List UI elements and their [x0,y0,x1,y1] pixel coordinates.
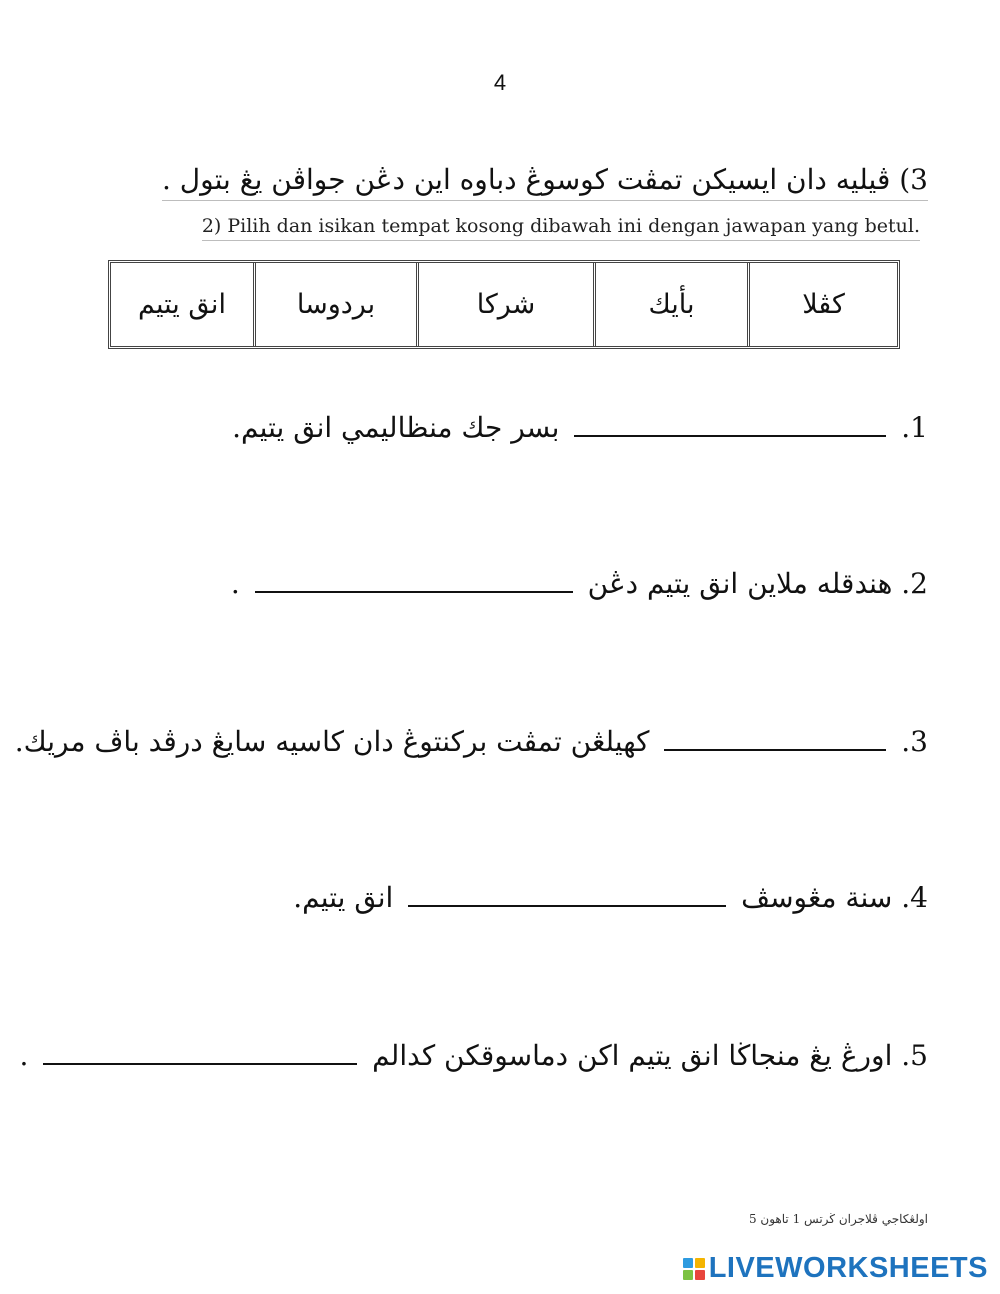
answer-option-1[interactable]: كڤلا [747,263,897,346]
question-2-text-before: هندقله ملاين انق يتيم دڠن [587,567,893,600]
answer-option-4[interactable]: بردوسا [253,263,416,346]
question-4-text-after: انق يتيم. [293,881,394,914]
logo-tile-blue [683,1258,693,1268]
question-3 [15,720,928,764]
question-3-blank[interactable] [664,723,886,751]
answer-options-table [108,260,900,349]
logo-tile-red [695,1270,705,1280]
answer-option-2[interactable]: بأيك [593,263,747,346]
page-number: 4 [493,70,507,95]
answer-option-5[interactable]: انق يتيم [138,289,226,320]
question-2-blank[interactable] [255,565,573,593]
question-2-text-after: . [230,567,240,600]
question-1 [232,406,928,450]
logo-tile-yellow [695,1258,705,1268]
instruction-rumi: 2) Pilih dan isikan tempat kosong dibawah ini dengan jawapan yang betul. [202,212,920,241]
liveworksheets-wordmark: LIVEWORKSHEETS [708,1252,988,1284]
question-4-blank[interactable] [408,879,726,907]
question-2-number: 2. [901,567,928,600]
question-3-text-after: كهيلڠن تمڤت بركنتوڠ دان كاسيه سايڠ درڤد باڤ مريك. [14,725,650,758]
question-4-text-before: سنة مڠوسڤ [741,881,893,914]
liveworksheets-brand [683,1252,988,1285]
logo-tile-green [683,1270,693,1280]
question-4 [293,876,928,920]
question-1-number: 1. [901,411,928,444]
question-5 [19,1034,928,1078]
instruction-jawi: 3) ڤيليه دان ايسيکن تمڤت کوسوڠ دباوه اين دڠن جواڤن يڠ بتول . [162,160,928,201]
question-1-blank[interactable] [574,409,886,437]
question-5-text-before: اورڠ يڠ منجاڬا انق يتيم اكن دماسوقكن كدالم [372,1039,893,1072]
question-4-number: 4. [901,881,928,914]
question-5-blank[interactable] [43,1037,357,1065]
liveworksheets-logo-icon [683,1258,705,1280]
question-3-number: 3. [901,725,928,758]
question-5-number: 5. [901,1039,928,1072]
question-5-text-after: . [19,1039,29,1072]
question-2 [231,562,928,606]
question-1-text-after: بسر جك منظاليمي انق يتيم. [232,411,560,444]
answer-option-3[interactable]: شركا [416,263,593,346]
footer-note: اولڠکاجي ڤلاجران ڬرتس 1 تاهون 5 [748,1212,928,1226]
